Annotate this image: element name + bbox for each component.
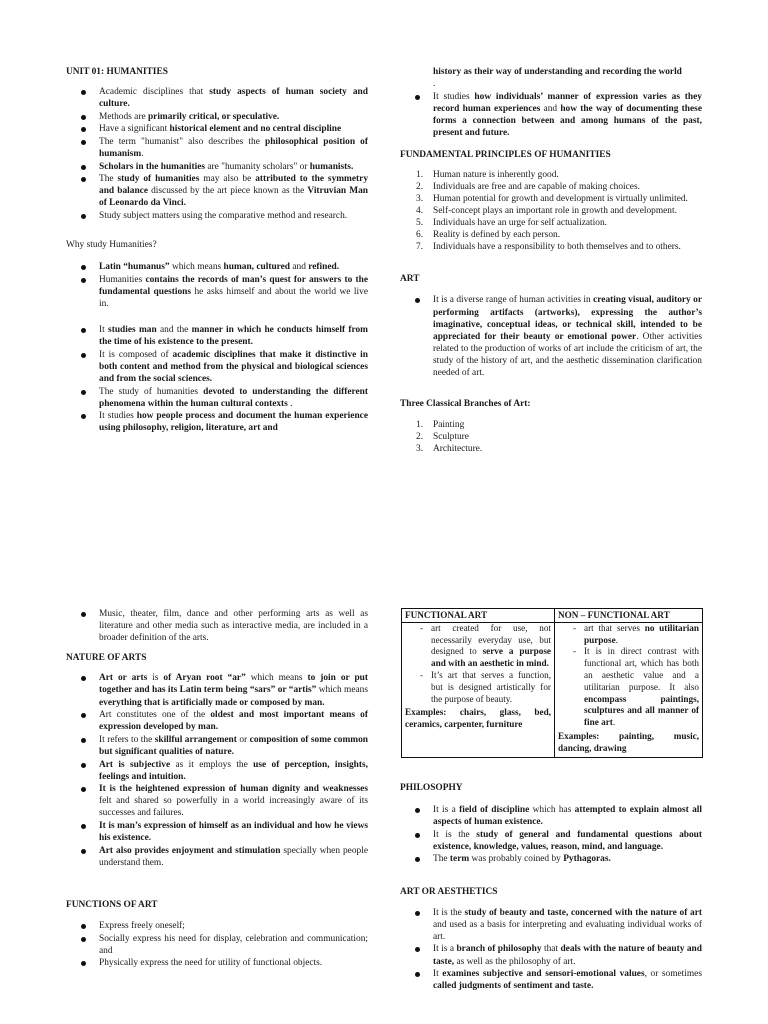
nonfunctional-art-examples — [558, 729, 699, 757]
bold-text: Examples: painting, music, dancing, drawing — [558, 730, 699, 753]
text-run: The term "humanist" also describes the — [99, 136, 265, 147]
item-text: Self-concept plays an important role in growth and development. — [433, 205, 677, 216]
numbered-item — [400, 241, 702, 253]
numbered-item — [400, 169, 702, 181]
bold-text: chairs, glass, bed, ceramics, carpenter, furniture — [405, 707, 551, 730]
bold-text: manner in which he conducts himself from the time of his existence to the present. — [99, 325, 368, 348]
music-bullet-list — [66, 608, 368, 644]
numbered-item — [400, 205, 702, 217]
item-text: Individuals have an urge for self actualization. — [433, 218, 607, 229]
bold-text: attributed to the symmetry and balance — [99, 174, 369, 197]
bullet-dot-icon — [81, 214, 86, 219]
functional-art-examples — [405, 705, 551, 733]
bold-text: historical element and no central discipline — [169, 124, 342, 135]
nature-of-arts-list — [66, 672, 368, 869]
functional-art-cell — [402, 622, 555, 757]
bold-text: It is man’s expression of himself as an individual and how he views his existence. — [99, 821, 368, 844]
text-run: art created for use, not necessarily everyday use, but designed to — [431, 622, 551, 657]
dash-item — [405, 670, 551, 705]
bold-text: study aspects of human society and culture. — [99, 87, 368, 110]
bullet-item — [66, 783, 368, 819]
bullet-dot-icon — [81, 390, 86, 395]
bold-text: study of beauty and taste, concerned with the nature of art — [464, 907, 702, 918]
continued-bullet-text — [400, 66, 702, 78]
text-run: and used as a basis for interpreting and evaluating individual works of art. — [433, 919, 702, 942]
bold-text: attempted to explain almost all aspects of human existence. — [433, 805, 702, 828]
item-number: 5. — [416, 218, 424, 229]
bold-text: deals with the nature of beauty and taste, — [433, 944, 702, 967]
bold-text: Latin “humanus” — [99, 262, 170, 273]
text-run: . — [615, 634, 618, 645]
bullet-item — [66, 672, 368, 708]
bold-text: Examples: — [405, 707, 460, 718]
bullet-dot-icon — [81, 278, 86, 283]
bullet-item — [66, 136, 368, 160]
numbered-item — [400, 193, 702, 205]
item-text: Individuals have a responsibility to both themselves and to others. — [433, 242, 681, 253]
bullet-dot-icon — [81, 713, 86, 718]
right-column-top — [400, 66, 702, 455]
item-text: Reality is defined by each person. — [433, 230, 561, 241]
bold-text: philosophical position of humanism — [99, 136, 368, 160]
text-run: It studies — [99, 411, 137, 422]
bullet-item — [66, 210, 368, 222]
bullet-dot-icon — [81, 177, 86, 182]
bullet-dot-icon — [81, 961, 86, 966]
text-run: It’s art that serves a function, but is designed artistically for the purpose of beauty. — [431, 669, 551, 704]
dash-marker: - — [420, 669, 424, 680]
text-run: . — [141, 149, 144, 160]
bullet-item — [66, 709, 368, 733]
bold-text: Vitruvian Man of Leonardo da Vinci. — [99, 186, 368, 209]
text-run: It refers to the — [99, 734, 155, 745]
bullet-dot-icon — [81, 328, 86, 333]
text-run: The study of humanities — [99, 386, 204, 397]
item-number: 2. — [416, 181, 424, 192]
bold-text: encompass paintings, sculptures and all manner of fine art — [584, 693, 699, 728]
numbered-item — [400, 229, 702, 241]
bullet-dot-icon — [81, 127, 86, 132]
text-run: he asks himself and about the world we live in. — [99, 286, 368, 309]
text-run: specially when people understand them. — [99, 845, 368, 868]
text-run: It is composed of — [99, 349, 173, 360]
text-run: which means — [245, 673, 308, 684]
text-run: Methods are — [99, 111, 148, 122]
bold-text: study of humanities — [117, 174, 200, 185]
principles-heading: FUNDAMENTAL PRINCIPLES OF HUMANITIES — [400, 149, 611, 160]
bullet-item — [66, 261, 368, 273]
text-run: Humanities — [99, 274, 146, 285]
bullet-item — [66, 820, 368, 844]
text-run: . — [287, 398, 293, 409]
text-run: was probably coined by — [469, 854, 564, 865]
text-run: It is the — [433, 907, 465, 918]
bullet-item — [66, 759, 368, 783]
text-run: It studies — [433, 92, 475, 103]
text-run: and the — [156, 325, 192, 336]
dash-item — [558, 646, 699, 729]
bold-text: use of perception, insights, feelings and intuition. — [99, 759, 368, 782]
text-run: Socially express his need for display, celebration and communication; and — [99, 933, 368, 956]
philosophy-heading: PHILOSOPHY — [400, 783, 463, 793]
dash-marker: - — [573, 622, 577, 633]
aesthetics-heading: ART OR AESTHETICS — [400, 886, 498, 897]
bullet-item — [400, 968, 702, 992]
bold-text: how people process and document the human experience using philosophy, religion, literature, art and — [99, 411, 368, 434]
bold-text: how the way of documenting these forms a connection between and among humans of the past, present and future. — [433, 104, 702, 139]
bullet-item — [66, 386, 368, 410]
bold-text: Art is subjective — [99, 759, 171, 770]
item-text: Painting — [433, 420, 465, 431]
bold-text: called judgments of sentiment and taste. — [433, 981, 594, 992]
bold-text: academic disciplines that make it distinctive in both content and method from the physical and biological sciences and from the social sciences. — [99, 349, 368, 384]
text-run: , or sometimes — [644, 969, 702, 980]
branches-heading: Three Classical Branches of Art: — [400, 399, 531, 410]
bold-text: Pythagoras. — [563, 854, 611, 865]
bullet-item — [66, 608, 368, 644]
bullet-item — [66, 957, 368, 969]
bold-text: oldest and most important means of expression developed by man. — [99, 710, 368, 733]
text-run: . Other activities related to the production of works of art include the criticism of art, the study of the history of art, and the aesthetic dissemination clarification needed of art. — [433, 331, 702, 378]
bold-text: examines subjective and sensori-emotional values — [442, 969, 645, 980]
bullet-item — [66, 274, 368, 310]
bullet-item — [400, 907, 702, 943]
text-run: and — [540, 104, 561, 115]
text-run: The — [99, 174, 118, 185]
left-column-top — [66, 66, 368, 435]
bullet-dot-icon — [415, 808, 420, 813]
text-run: as it employs the — [170, 759, 254, 770]
item-number: 1. — [416, 169, 424, 180]
text-run: as well as the philosophy of art. — [454, 956, 576, 967]
bold-text: It is the heightened expression of human dignity and weaknesses — [99, 784, 368, 795]
bullet-item — [66, 845, 368, 869]
numbered-item — [400, 431, 702, 443]
text-run: are "humanity scholars" or — [205, 161, 310, 172]
nonfunctional-art-items — [558, 623, 699, 729]
bullet-dot-icon — [415, 298, 420, 303]
functions-of-art-list — [66, 920, 368, 969]
text-run: and — [290, 262, 309, 273]
bullet-item — [66, 324, 368, 348]
bullet-item — [66, 349, 368, 385]
bold-text: composition of some common but significant qualities of nature. — [99, 734, 369, 757]
text-run: or — [236, 734, 250, 745]
bullet-dot-icon — [415, 833, 420, 838]
text-run: which means — [316, 685, 368, 696]
bullet-dot-icon — [415, 947, 420, 952]
bold-text: refined. — [308, 262, 340, 273]
left-column-bottom — [66, 608, 368, 970]
item-text: Individuals are free and are capable of making choices. — [433, 181, 640, 192]
bold-text: Art or arts — [99, 673, 148, 684]
bold-text: primarily critical, or speculative. — [147, 111, 280, 122]
bold-text: of Aryan root “ar” — [163, 673, 246, 684]
nonfunctional-art-cell — [555, 622, 703, 757]
text-run: Physically express the need for utility of functional objects. — [99, 958, 323, 969]
bullet-item — [400, 853, 702, 865]
table-body-row — [402, 622, 703, 757]
why-study-list-a — [66, 261, 368, 310]
unit-title: UNIT 01: HUMANITIES — [66, 67, 168, 77]
text-run: It — [433, 969, 443, 980]
functional-art-table — [401, 608, 703, 758]
bold-text: contains the records of man’s quest for answers to the fundamental questions — [99, 274, 368, 297]
text-run: which means — [169, 262, 224, 273]
bold-text: to join or put together and has its Latin term being “sars” or “artis” — [99, 673, 368, 696]
bullet-dot-icon — [415, 857, 420, 862]
functions-of-art-heading: FUNCTIONS OF ART — [66, 899, 158, 910]
text-run: . — [612, 717, 616, 728]
text-run: It is a diverse range of human activities in — [433, 295, 594, 306]
unit-bullet-list — [66, 86, 368, 222]
bold-text: humanists. — [309, 161, 354, 172]
text-run: which has — [529, 805, 575, 816]
bullet-dot-icon — [81, 140, 86, 145]
item-text: Sculpture — [433, 432, 469, 443]
text-run: Music, theater, film, dance and other performing arts as well as literature and other media such as interactive media, are included in a broader definition of the arts. — [99, 609, 368, 644]
why-study-list-b — [66, 324, 368, 434]
item-number: 7. — [416, 242, 424, 253]
bold-text: studies man — [108, 325, 157, 336]
text-run: art that serves — [584, 622, 645, 633]
item-number: 2. — [416, 432, 424, 443]
item-text: Human nature is inherently good. — [433, 169, 559, 180]
text-run: is — [147, 673, 164, 684]
bold-text: study of general and fundamental questions about existence, knowledge, values, reason, mind, and language. — [433, 829, 702, 852]
bullet-item — [66, 734, 368, 758]
item-text: Human potential for growth and development is virtually unlimited. — [433, 193, 688, 204]
dash-marker: - — [573, 646, 577, 657]
dash-marker: - — [420, 622, 424, 633]
bold-text: Scholars in the humanities — [99, 161, 206, 172]
why-study-heading: Why study Humanities? — [66, 240, 157, 251]
bullet-item — [400, 943, 702, 967]
bold-text: term — [449, 854, 470, 865]
continued-bullet-dot: . — [433, 79, 436, 90]
bullet-dot-icon — [81, 612, 86, 617]
bullet-dot-icon — [81, 787, 86, 792]
text-run: It is the — [433, 829, 477, 840]
text-run: The — [433, 854, 450, 865]
bullet-dot-icon — [81, 353, 86, 358]
art-heading: ART — [400, 274, 420, 285]
text-run: Academic disciplines that — [99, 87, 210, 98]
principles-list — [400, 169, 702, 254]
bold-text: creating visual, auditory or performing artifacts (artworks), expressing the author’s imaginative, conceptual ideas, or technical skill, intended to be appreciated for their beauty or emotional power — [433, 295, 702, 342]
text-run: Have a significant — [99, 124, 170, 135]
bullet-item — [400, 91, 702, 139]
bold-text: devoted to understanding the different phenomena within the human cultural contexts — [99, 386, 368, 409]
philosophy-list — [400, 804, 702, 865]
bold-text: serve a purpose and with an aesthetic in mind. — [431, 646, 551, 669]
bullet-item — [66, 161, 368, 173]
numbered-item — [400, 181, 702, 193]
numbered-item — [400, 217, 702, 229]
bullet-dot-icon — [81, 265, 86, 270]
item-number: 4. — [416, 205, 424, 216]
functional-art-items — [405, 623, 551, 706]
table-header-row — [402, 609, 703, 623]
bullet-item — [66, 410, 368, 434]
item-number: 3. — [416, 444, 424, 455]
bold-text: human, cultured — [223, 262, 291, 273]
text-run: Study subject matters using the comparative method and research. — [99, 211, 348, 222]
bullet-item — [66, 111, 368, 123]
bold-text: how individuals’ manner of expression varies as they record human experiences — [433, 92, 702, 115]
continued-bullet-list — [400, 91, 702, 139]
bold-text: branch of philosophy — [456, 944, 542, 955]
bullet-dot-icon — [81, 90, 86, 95]
bold-text: no utilitarian purpose — [584, 622, 699, 645]
branches-list — [400, 419, 702, 455]
bold-text: history as their way of understanding and recording the world — [433, 67, 682, 77]
bullet-item — [66, 920, 368, 932]
text-run: It is a — [433, 805, 460, 816]
bullet-dot-icon — [81, 849, 86, 854]
bullet-dot-icon — [81, 676, 86, 681]
text-run: It is a — [433, 944, 457, 955]
bold-text: everything that is artificially made or composed by man. — [99, 697, 325, 708]
art-list — [400, 294, 702, 379]
bullet-dot-icon — [415, 972, 420, 977]
bullet-dot-icon — [81, 924, 86, 929]
bullet-item — [400, 294, 702, 379]
item-number: 6. — [416, 230, 424, 241]
bullet-item — [66, 173, 368, 209]
bullet-item — [400, 829, 702, 853]
right-column-bottom — [400, 782, 702, 993]
bullet-dot-icon — [81, 763, 86, 768]
bold-text: Art also provides enjoyment and stimulation — [99, 845, 281, 856]
bullet-dot-icon — [81, 115, 86, 120]
dash-item — [405, 623, 551, 670]
item-text: Architecture. — [433, 444, 483, 455]
aesthetics-list — [400, 907, 702, 993]
bullet-dot-icon — [81, 165, 86, 170]
bold-text: skillful arrangement — [154, 734, 237, 745]
bullet-item — [66, 86, 368, 110]
bullet-dot-icon — [81, 824, 86, 829]
bullet-dot-icon — [81, 414, 86, 419]
bold-text: field of discipline — [459, 805, 530, 816]
text-run: felt and shared so powerfully in a world increasingly aware of its successes and failures. — [99, 796, 368, 819]
bullet-dot-icon — [81, 738, 86, 743]
bullet-dot-icon — [415, 95, 420, 100]
text-run: It is in direct contrast with functional art, which has both an aesthetic value and a utilitarian purpose. It also — [584, 646, 699, 692]
item-number: 1. — [416, 420, 424, 431]
nonfunctional-art-header: NON – FUNCTIONAL ART — [555, 609, 703, 623]
text-run: that — [541, 944, 561, 955]
bullet-item — [66, 123, 368, 135]
bullet-dot-icon — [415, 911, 420, 916]
text-run: It — [99, 325, 109, 336]
item-number: 3. — [416, 193, 424, 204]
bullet-item — [400, 804, 702, 828]
text-run: may also be — [199, 174, 256, 185]
nature-of-arts-heading: NATURE OF ARTS — [66, 653, 147, 664]
numbered-item — [400, 419, 702, 431]
functional-art-header: FUNCTIONAL ART — [402, 609, 555, 623]
text-run: Art constitutes one of the — [99, 710, 211, 721]
dash-item — [558, 623, 699, 647]
text-run: Express freely oneself; — [99, 920, 185, 931]
bullet-dot-icon — [81, 937, 86, 942]
numbered-item — [400, 443, 702, 455]
bullet-item — [66, 933, 368, 957]
text-run: discussed by the art piece known as the — [147, 186, 308, 197]
